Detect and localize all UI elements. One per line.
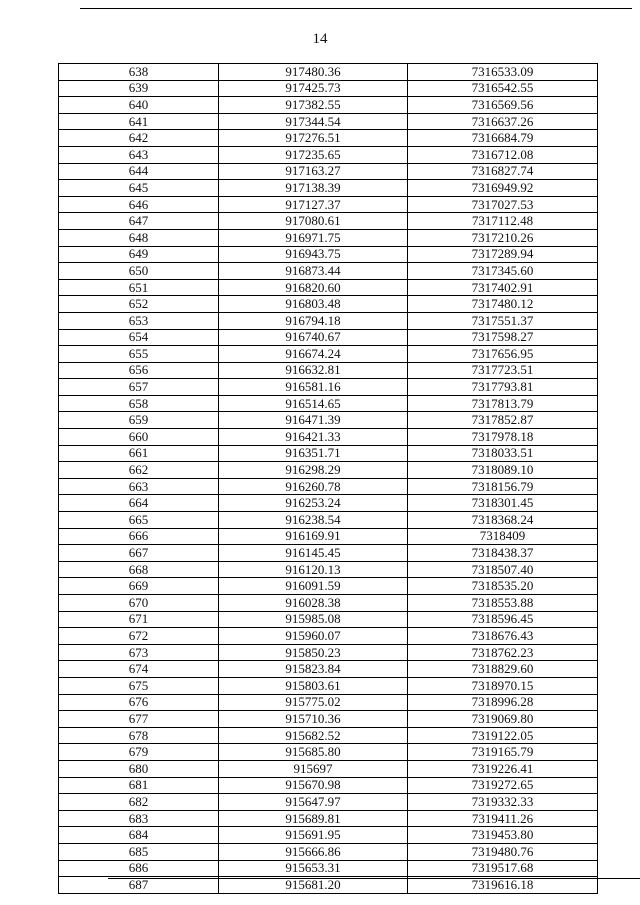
y-coordinate-cell: 7317027.53 [408,196,598,213]
y-coordinate-cell: 7319411.26 [408,810,598,827]
point-number-cell: 643 [59,146,219,163]
x-coordinate-cell: 917163.27 [219,163,408,180]
y-coordinate-cell: 7319480.76 [408,843,598,860]
x-coordinate-cell: 916028.38 [219,595,408,612]
point-number-cell: 638 [59,64,219,81]
table-row [59,512,598,529]
x-coordinate-cell: 916169.91 [219,528,408,545]
y-coordinate-cell: 7319226.41 [408,760,598,777]
x-coordinate-cell: 915647.97 [219,794,408,811]
table-row [59,362,598,379]
point-number-cell: 674 [59,661,219,678]
y-coordinate-cell: 7319069.80 [408,711,598,728]
table-row [59,412,598,429]
y-coordinate-cell: 7316542.55 [408,80,598,97]
y-coordinate-cell: 7318438.37 [408,545,598,562]
y-coordinate-cell: 7317978.18 [408,429,598,446]
point-number-cell: 663 [59,478,219,495]
table-row [59,163,598,180]
y-coordinate-cell: 7317723.51 [408,362,598,379]
table-row [59,777,598,794]
table-row [59,843,598,860]
table-row [59,296,598,313]
y-coordinate-cell: 7318301.45 [408,495,598,512]
y-coordinate-cell: 7317813.79 [408,395,598,412]
point-number-cell: 649 [59,246,219,263]
x-coordinate-cell: 916120.13 [219,561,408,578]
table-row [59,694,598,711]
x-coordinate-cell: 917235.65 [219,146,408,163]
table-row [59,329,598,346]
point-number-cell: 686 [59,860,219,877]
table-row [59,794,598,811]
point-number-cell: 651 [59,279,219,296]
point-number-cell: 646 [59,196,219,213]
table-row [59,213,598,230]
x-coordinate-cell: 915681.20 [219,877,408,894]
table-row [59,528,598,545]
x-coordinate-cell: 915682.52 [219,727,408,744]
table-row [59,445,598,462]
point-number-cell: 650 [59,263,219,280]
y-coordinate-cell: 7319165.79 [408,744,598,761]
y-coordinate-cell: 7316533.09 [408,64,598,81]
bottom-rule [108,878,640,879]
table-row [59,628,598,645]
point-number-cell: 658 [59,395,219,412]
y-coordinate-cell: 7316827.74 [408,163,598,180]
table-row [59,80,598,97]
y-coordinate-cell: 7319517.68 [408,860,598,877]
y-coordinate-cell: 7317598.27 [408,329,598,346]
x-coordinate-cell: 917425.73 [219,80,408,97]
top-rule [80,8,632,9]
table-row [59,711,598,728]
x-coordinate-cell: 916421.33 [219,429,408,446]
table-row [59,379,598,396]
x-coordinate-cell: 916674.24 [219,346,408,363]
table-row [59,229,598,246]
x-coordinate-cell: 916351.71 [219,445,408,462]
point-number-cell: 656 [59,362,219,379]
table-row [59,395,598,412]
table-row [59,113,598,130]
x-coordinate-cell: 916581.16 [219,379,408,396]
point-number-cell: 642 [59,130,219,147]
table-row [59,727,598,744]
x-coordinate-cell: 915697 [219,760,408,777]
y-coordinate-cell: 7316637.26 [408,113,598,130]
x-coordinate-cell: 915803.61 [219,677,408,694]
point-number-cell: 648 [59,229,219,246]
point-number-cell: 653 [59,312,219,329]
point-number-cell: 652 [59,296,219,313]
y-coordinate-cell: 7316684.79 [408,130,598,147]
y-coordinate-cell: 7317345.60 [408,263,598,280]
y-coordinate-cell: 7317656.95 [408,346,598,363]
y-coordinate-cell: 7319332.33 [408,794,598,811]
y-coordinate-cell: 7318409 [408,528,598,545]
table-row [59,279,598,296]
point-number-cell: 665 [59,512,219,529]
y-coordinate-cell: 7318089.10 [408,462,598,479]
table-row [59,561,598,578]
x-coordinate-cell: 915850.23 [219,644,408,661]
table-row [59,860,598,877]
coordinates-table-body [59,64,598,894]
table-row [59,644,598,661]
point-number-cell: 645 [59,180,219,197]
point-number-cell: 680 [59,760,219,777]
x-coordinate-cell: 915691.95 [219,827,408,844]
table-row [59,595,598,612]
table-row [59,545,598,562]
point-number-cell: 682 [59,794,219,811]
x-coordinate-cell: 916238.54 [219,512,408,529]
y-coordinate-cell: 7317210.26 [408,229,598,246]
point-number-cell: 669 [59,578,219,595]
y-coordinate-cell: 7317793.81 [408,379,598,396]
table-row [59,246,598,263]
point-number-cell: 678 [59,727,219,744]
point-number-cell: 687 [59,877,219,894]
table-row [59,146,598,163]
y-coordinate-cell: 7319122.05 [408,727,598,744]
y-coordinate-cell: 7318535.20 [408,578,598,595]
table-row [59,312,598,329]
table-row [59,64,598,81]
x-coordinate-cell: 916794.18 [219,312,408,329]
x-coordinate-cell: 917127.37 [219,196,408,213]
x-coordinate-cell: 917344.54 [219,113,408,130]
point-number-cell: 640 [59,97,219,114]
y-coordinate-cell: 7319616.18 [408,877,598,894]
table-row [59,677,598,694]
x-coordinate-cell: 915666.86 [219,843,408,860]
table-row [59,97,598,114]
x-coordinate-cell: 917080.61 [219,213,408,230]
x-coordinate-cell: 916803.48 [219,296,408,313]
y-coordinate-cell: 7318368.24 [408,512,598,529]
point-number-cell: 657 [59,379,219,396]
point-number-cell: 661 [59,445,219,462]
table-row [59,130,598,147]
x-coordinate-cell: 915689.81 [219,810,408,827]
table-row [59,744,598,761]
x-coordinate-cell: 915985.08 [219,611,408,628]
table-row [59,495,598,512]
table-row [59,196,598,213]
y-coordinate-cell: 7318676.43 [408,628,598,645]
x-coordinate-cell: 915653.31 [219,860,408,877]
table-row [59,578,598,595]
y-coordinate-cell: 7317852.87 [408,412,598,429]
y-coordinate-cell: 7318033.51 [408,445,598,462]
x-coordinate-cell: 916820.60 [219,279,408,296]
point-number-cell: 659 [59,412,219,429]
point-number-cell: 671 [59,611,219,628]
y-coordinate-cell: 7316569.56 [408,97,598,114]
table-row [59,810,598,827]
table-row [59,462,598,479]
page-number: 14 [312,31,328,47]
table-row [59,877,598,894]
x-coordinate-cell: 916091.59 [219,578,408,595]
y-coordinate-cell: 7318553.88 [408,595,598,612]
table-row [59,180,598,197]
table-row [59,760,598,777]
point-number-cell: 654 [59,329,219,346]
point-number-cell: 664 [59,495,219,512]
x-coordinate-cell: 915710.36 [219,711,408,728]
x-coordinate-cell: 915823.84 [219,661,408,678]
point-number-cell: 660 [59,429,219,446]
point-number-cell: 679 [59,744,219,761]
point-number-cell: 641 [59,113,219,130]
x-coordinate-cell: 915670.98 [219,777,408,794]
coordinates-table [58,63,598,894]
y-coordinate-cell: 7317112.48 [408,213,598,230]
x-coordinate-cell: 916873.44 [219,263,408,280]
x-coordinate-cell: 916971.75 [219,229,408,246]
y-coordinate-cell: 7317480.12 [408,296,598,313]
x-coordinate-cell: 915775.02 [219,694,408,711]
point-number-cell: 644 [59,163,219,180]
point-number-cell: 672 [59,628,219,645]
y-coordinate-cell: 7317289.94 [408,246,598,263]
point-number-cell: 670 [59,595,219,612]
y-coordinate-cell: 7317551.37 [408,312,598,329]
table-row [59,346,598,363]
table-row [59,827,598,844]
x-coordinate-cell: 915685.80 [219,744,408,761]
y-coordinate-cell: 7318507.40 [408,561,598,578]
point-number-cell: 677 [59,711,219,728]
x-coordinate-cell: 917480.36 [219,64,408,81]
point-number-cell: 666 [59,528,219,545]
y-coordinate-cell: 7316949.92 [408,180,598,197]
x-coordinate-cell: 917276.51 [219,130,408,147]
y-coordinate-cell: 7319272.65 [408,777,598,794]
y-coordinate-cell: 7318829.60 [408,661,598,678]
table-row [59,429,598,446]
point-number-cell: 685 [59,843,219,860]
x-coordinate-cell: 916298.29 [219,462,408,479]
y-coordinate-cell: 7318970.15 [408,677,598,694]
point-number-cell: 667 [59,545,219,562]
y-coordinate-cell: 7318596.45 [408,611,598,628]
x-coordinate-cell: 916260.78 [219,478,408,495]
table-row [59,611,598,628]
x-coordinate-cell: 917138.39 [219,180,408,197]
point-number-cell: 675 [59,677,219,694]
y-coordinate-cell: 7317402.91 [408,279,598,296]
table-row [59,478,598,495]
x-coordinate-cell: 917382.55 [219,97,408,114]
point-number-cell: 668 [59,561,219,578]
x-coordinate-cell: 916740.67 [219,329,408,346]
y-coordinate-cell: 7318762.23 [408,644,598,661]
x-coordinate-cell: 916145.45 [219,545,408,562]
point-number-cell: 662 [59,462,219,479]
x-coordinate-cell: 916253.24 [219,495,408,512]
point-number-cell: 684 [59,827,219,844]
point-number-cell: 673 [59,644,219,661]
x-coordinate-cell: 916514.65 [219,395,408,412]
x-coordinate-cell: 916943.75 [219,246,408,263]
table-row [59,661,598,678]
point-number-cell: 683 [59,810,219,827]
y-coordinate-cell: 7316712.08 [408,146,598,163]
table-row [59,263,598,280]
point-number-cell: 681 [59,777,219,794]
y-coordinate-cell: 7318156.79 [408,478,598,495]
point-number-cell: 655 [59,346,219,363]
point-number-cell: 639 [59,80,219,97]
x-coordinate-cell: 916632.81 [219,362,408,379]
y-coordinate-cell: 7319453.80 [408,827,598,844]
y-coordinate-cell: 7318996.28 [408,694,598,711]
point-number-cell: 647 [59,213,219,230]
x-coordinate-cell: 916471.39 [219,412,408,429]
point-number-cell: 676 [59,694,219,711]
x-coordinate-cell: 915960.07 [219,628,408,645]
